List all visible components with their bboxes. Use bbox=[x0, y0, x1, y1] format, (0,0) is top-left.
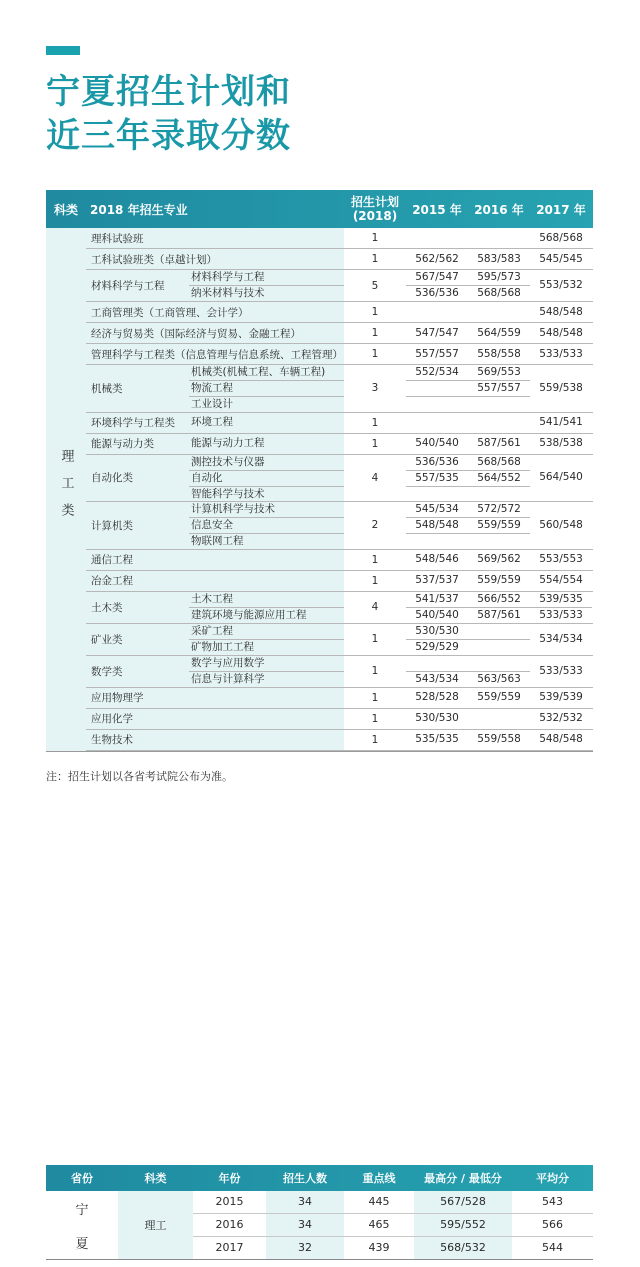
score-value bbox=[406, 397, 468, 412]
summary-category-cell: 理工 bbox=[118, 1191, 193, 1259]
score-value bbox=[406, 305, 468, 320]
major-groups bbox=[86, 228, 593, 751]
sub-major: 能源与动力工程 bbox=[191, 437, 265, 449]
major-group-name: 土木类 bbox=[91, 601, 123, 614]
sub-major-list bbox=[189, 502, 344, 549]
summary-max-min: 595/552 bbox=[414, 1214, 512, 1236]
score-cell-2017 bbox=[530, 624, 592, 655]
score-cell-2017 bbox=[530, 413, 592, 433]
score-cell-2015 bbox=[406, 550, 468, 570]
score-cell-2017 bbox=[530, 592, 592, 623]
score-cell-2016 bbox=[468, 344, 530, 364]
summary-table-body bbox=[46, 1191, 593, 1260]
score-cell-2015 bbox=[406, 323, 468, 343]
header-plan-line1: 招生计划 bbox=[350, 195, 399, 209]
summary-enrollment: 32 bbox=[266, 1237, 344, 1259]
sub-major: 采矿工程 bbox=[189, 624, 344, 640]
major-group-row bbox=[86, 344, 593, 365]
score-value bbox=[468, 640, 530, 655]
score-value bbox=[468, 487, 530, 502]
score-value bbox=[468, 656, 530, 672]
score-value: 558/558 bbox=[477, 347, 521, 360]
summary-header-year: 年份 bbox=[218, 1172, 241, 1185]
major-group-row bbox=[86, 249, 593, 270]
score-value bbox=[406, 381, 468, 397]
summary-header-category: 科类 bbox=[144, 1172, 167, 1185]
score-cell-2015 bbox=[406, 502, 468, 549]
major-group-cell bbox=[86, 434, 344, 454]
score-cell-2016 bbox=[468, 709, 530, 729]
score-cell-2015 bbox=[406, 413, 468, 433]
admission-table-body bbox=[46, 228, 593, 752]
plan-count: 1 bbox=[371, 733, 379, 746]
header-category: 科类 bbox=[53, 202, 78, 217]
major-name: 管理科学与工程类（信息管理与信息系统、工程管理） bbox=[86, 344, 344, 364]
score-cell-2015 bbox=[406, 730, 468, 750]
major-group-name: 矿业类 bbox=[91, 633, 123, 646]
page-title bbox=[46, 70, 291, 158]
plan-count: 1 bbox=[371, 437, 379, 450]
summary-year: 2016 bbox=[215, 1218, 244, 1231]
plan-count: 1 bbox=[371, 306, 379, 318]
title-line-1: 宁夏招生计划和 bbox=[46, 72, 291, 112]
summary-max-min: 568/532 bbox=[414, 1237, 512, 1259]
plan-count: 4 bbox=[371, 471, 379, 484]
score-cell-2016 bbox=[468, 571, 530, 591]
plan-count: 1 bbox=[371, 232, 379, 244]
major-name: 工科试验班类（卓越计划） bbox=[86, 249, 344, 269]
summary-header-max-min: 最高分 / 最低分 bbox=[424, 1172, 502, 1185]
score-cell-2017 bbox=[530, 344, 592, 364]
score-cell-2017 bbox=[530, 302, 592, 322]
score-value: 533/533 bbox=[539, 664, 583, 677]
major-group-row bbox=[86, 709, 593, 730]
score-value: 535/535 bbox=[415, 733, 459, 745]
major-name: 冶金工程 bbox=[86, 571, 344, 591]
summary-enrollment: 34 bbox=[266, 1191, 344, 1213]
plan-count: 5 bbox=[371, 279, 379, 292]
admission-table bbox=[46, 190, 593, 752]
sub-major-list bbox=[189, 455, 344, 502]
score-value: 552/534 bbox=[406, 365, 468, 381]
major-group-cell bbox=[86, 270, 344, 301]
score-cell-2017 bbox=[530, 228, 592, 248]
score-cell-2016 bbox=[468, 270, 530, 301]
score-value: 528/528 bbox=[415, 691, 459, 703]
sub-major: 数学与应用数学 bbox=[189, 656, 344, 672]
score-cell-2015 bbox=[406, 455, 468, 502]
sub-major-list bbox=[189, 270, 344, 301]
major-name: 理科试验班 bbox=[86, 228, 344, 248]
score-value: 564/552 bbox=[468, 471, 530, 487]
sub-major-list bbox=[189, 413, 344, 433]
score-value: 559/538 bbox=[539, 381, 583, 394]
major-name: 通信工程 bbox=[86, 550, 344, 570]
score-cell-2017 bbox=[530, 571, 592, 591]
plan-count: 4 bbox=[371, 601, 379, 613]
score-value: 548/548 bbox=[406, 518, 468, 534]
major-group-name: 环境科学与工程类 bbox=[91, 417, 175, 429]
sub-major-list bbox=[189, 434, 344, 454]
major-name: 应用化学 bbox=[86, 709, 344, 729]
major-group-row bbox=[86, 592, 593, 624]
score-value: 553/532 bbox=[539, 279, 583, 291]
sub-major-list bbox=[189, 365, 344, 412]
major-group-cell bbox=[86, 624, 344, 655]
sub-major-list bbox=[189, 592, 344, 623]
summary-table bbox=[46, 1165, 593, 1260]
score-value: 533/533 bbox=[539, 347, 583, 360]
score-value: 541/537 bbox=[406, 592, 468, 608]
score-value bbox=[468, 624, 530, 640]
score-cell-2017 bbox=[530, 434, 592, 454]
header-2017: 2017 年 bbox=[536, 202, 586, 217]
summary-province-cell bbox=[46, 1191, 118, 1259]
score-cell-2017 bbox=[530, 323, 592, 343]
summary-header-enrollment: 招生人数 bbox=[283, 1172, 327, 1185]
score-value: 547/547 bbox=[415, 326, 459, 339]
plan-count: 1 bbox=[371, 574, 379, 587]
score-value: 587/561 bbox=[477, 608, 521, 621]
score-value: 568/568 bbox=[477, 287, 521, 299]
score-value: 543/534 bbox=[415, 672, 459, 685]
sub-major: 矿物加工工程 bbox=[191, 640, 254, 653]
header-plan-line2: (2018) bbox=[352, 209, 398, 223]
major-group-cell bbox=[86, 592, 344, 623]
score-value bbox=[406, 231, 468, 246]
sub-major: 机械类(机械工程、车辆工程) bbox=[189, 365, 344, 381]
header-2016: 2016 年 bbox=[474, 202, 524, 217]
score-value: 545/545 bbox=[539, 252, 583, 265]
score-cell-2016 bbox=[468, 624, 530, 655]
score-value: 568/568 bbox=[539, 231, 583, 244]
summary-enrollment: 34 bbox=[266, 1214, 344, 1236]
score-value bbox=[468, 534, 530, 549]
plan-count: 1 bbox=[371, 712, 379, 725]
score-value: 553/553 bbox=[539, 553, 583, 565]
sub-major: 物联网工程 bbox=[191, 535, 244, 547]
plan-count: 1 bbox=[371, 691, 379, 704]
major-group-row bbox=[86, 571, 593, 592]
major-group-name: 自动化类 bbox=[91, 472, 133, 485]
score-value: 533/533 bbox=[539, 608, 583, 621]
score-value: 563/563 bbox=[477, 672, 521, 685]
score-cell-2015 bbox=[406, 365, 468, 412]
score-value bbox=[468, 397, 530, 412]
score-value bbox=[468, 305, 530, 320]
score-value: 530/530 bbox=[406, 624, 468, 640]
header-major: 2018 年招生专业 bbox=[90, 202, 188, 217]
summary-year: 2015 bbox=[215, 1195, 244, 1208]
score-cell-2017 bbox=[530, 550, 592, 570]
score-cell-2015 bbox=[406, 302, 468, 322]
summary-header-key-line: 重点线 bbox=[362, 1172, 396, 1185]
score-value: 539/535 bbox=[530, 592, 592, 608]
summary-key-line: 465 bbox=[368, 1218, 390, 1231]
score-value: 540/540 bbox=[415, 608, 459, 621]
summary-row bbox=[193, 1214, 593, 1237]
score-cell-2015 bbox=[406, 592, 468, 623]
summary-average: 566 bbox=[542, 1218, 563, 1231]
score-value: 595/573 bbox=[468, 270, 530, 286]
score-value: 548/548 bbox=[539, 326, 583, 339]
summary-key-line: 445 bbox=[368, 1195, 390, 1208]
score-value: 566/552 bbox=[468, 592, 530, 608]
score-cell-2017 bbox=[530, 656, 592, 687]
score-cell-2016 bbox=[468, 688, 530, 708]
summary-header-average: 平均分 bbox=[536, 1172, 569, 1185]
major-group-row bbox=[86, 730, 593, 751]
major-group-cell bbox=[86, 413, 344, 433]
score-value: 530/530 bbox=[415, 712, 459, 724]
major-group-name: 机械类 bbox=[91, 382, 123, 395]
score-value: 583/583 bbox=[477, 252, 521, 265]
score-cell-2016 bbox=[468, 434, 530, 454]
score-value: 562/562 bbox=[415, 252, 459, 265]
major-group-row bbox=[86, 656, 593, 688]
score-value: 557/557 bbox=[415, 347, 459, 360]
summary-row bbox=[193, 1191, 593, 1214]
score-value: 568/568 bbox=[468, 455, 530, 471]
plan-count: 1 bbox=[371, 327, 379, 339]
summary-province-char-1: 宁 bbox=[75, 1202, 89, 1218]
score-cell-2017 bbox=[530, 502, 592, 549]
major-group-name: 数学类 bbox=[91, 665, 123, 678]
summary-average: 543 bbox=[542, 1195, 563, 1208]
major-group-name: 能源与动力类 bbox=[91, 438, 154, 450]
score-value: 545/534 bbox=[406, 502, 468, 518]
sub-major: 土木工程 bbox=[189, 592, 344, 608]
score-value: 564/559 bbox=[477, 326, 521, 339]
major-group-row bbox=[86, 688, 593, 709]
major-group-row bbox=[86, 434, 593, 455]
score-cell-2016 bbox=[468, 323, 530, 343]
plan-count: 1 bbox=[371, 348, 379, 360]
sub-major: 测控技术与仪器 bbox=[189, 455, 344, 471]
major-name: 应用物理学 bbox=[86, 688, 344, 708]
header-2015: 2015 年 bbox=[412, 202, 462, 217]
score-cell-2015 bbox=[406, 434, 468, 454]
score-value: 564/540 bbox=[539, 471, 583, 484]
summary-header-province: 省份 bbox=[71, 1172, 93, 1185]
major-group-row bbox=[86, 365, 593, 413]
plan-count: 3 bbox=[371, 382, 379, 395]
major-name: 工商管理类（工商管理、会计学） bbox=[86, 302, 344, 322]
score-cell-2016 bbox=[468, 502, 530, 549]
summary-row bbox=[193, 1237, 593, 1259]
score-value: 559/559 bbox=[477, 691, 521, 703]
major-group-row bbox=[86, 228, 593, 249]
score-cell-2015 bbox=[406, 709, 468, 729]
sub-major: 信息安全 bbox=[189, 518, 344, 534]
score-value bbox=[468, 415, 530, 430]
accent-bar bbox=[46, 46, 80, 55]
major-group-cell bbox=[86, 502, 344, 549]
score-cell-2016 bbox=[468, 413, 530, 433]
score-cell-2017 bbox=[530, 365, 592, 412]
score-value: 538/538 bbox=[539, 437, 583, 449]
major-group-cell bbox=[86, 455, 344, 502]
score-value bbox=[468, 231, 530, 246]
summary-max-min: 567/528 bbox=[414, 1191, 512, 1213]
score-value bbox=[406, 487, 468, 502]
score-cell-2016 bbox=[468, 592, 530, 623]
score-cell-2015 bbox=[406, 228, 468, 248]
header-plan bbox=[344, 195, 406, 223]
score-cell-2016 bbox=[468, 302, 530, 322]
score-value: 529/529 bbox=[415, 640, 459, 653]
score-value: 560/548 bbox=[539, 518, 583, 531]
major-group-row bbox=[86, 550, 593, 571]
summary-rows bbox=[193, 1191, 593, 1259]
score-cell-2017 bbox=[530, 455, 592, 502]
score-value: 557/557 bbox=[468, 381, 530, 397]
major-group-row bbox=[86, 302, 593, 323]
major-group-row bbox=[86, 502, 593, 550]
admission-table-header bbox=[46, 190, 593, 228]
plan-count: 1 bbox=[371, 665, 379, 677]
title-line-2: 近三年录取分数 bbox=[46, 116, 291, 156]
major-name: 生物技术 bbox=[86, 730, 344, 750]
score-value: 539/539 bbox=[539, 691, 583, 703]
score-value: 569/553 bbox=[468, 365, 530, 381]
category-label: 理工类 bbox=[58, 448, 74, 530]
score-cell-2017 bbox=[530, 249, 592, 269]
sub-major: 信息与计算科学 bbox=[191, 672, 265, 685]
score-value: 532/532 bbox=[539, 712, 583, 724]
score-value: 557/535 bbox=[406, 471, 468, 487]
sub-major-list bbox=[189, 624, 344, 655]
major-group-name: 材料科学与工程 bbox=[91, 280, 165, 292]
major-group-row bbox=[86, 624, 593, 656]
major-group-cell bbox=[86, 365, 344, 412]
score-cell-2015 bbox=[406, 344, 468, 364]
score-value: 559/558 bbox=[477, 733, 521, 745]
score-value: 534/534 bbox=[539, 632, 583, 645]
major-group-name: 计算机类 bbox=[91, 519, 133, 532]
plan-count: 1 bbox=[371, 633, 379, 645]
footnote: 注：招生计划以各省考试院公布为准。 bbox=[46, 770, 233, 783]
score-cell-2017 bbox=[530, 709, 592, 729]
major-group-row bbox=[86, 323, 593, 344]
score-value: 559/559 bbox=[468, 518, 530, 534]
plan-count: 1 bbox=[371, 553, 379, 566]
sub-major: 建筑环境与能源应用工程 bbox=[191, 608, 307, 621]
score-value: 567/547 bbox=[406, 270, 468, 286]
score-value: 541/541 bbox=[539, 416, 583, 428]
sub-major: 材料科学与工程 bbox=[189, 270, 344, 286]
score-cell-2016 bbox=[468, 550, 530, 570]
summary-key-line: 439 bbox=[368, 1241, 390, 1254]
score-cell-2015 bbox=[406, 249, 468, 269]
score-value: 537/537 bbox=[415, 574, 459, 586]
score-cell-2015 bbox=[406, 624, 468, 655]
sub-major-list bbox=[189, 656, 344, 687]
score-cell-2016 bbox=[468, 656, 530, 687]
major-name: 经济与贸易类（国际经济与贸易、金融工程） bbox=[86, 323, 344, 343]
score-value: 572/572 bbox=[468, 502, 530, 518]
major-group-row bbox=[86, 270, 593, 302]
score-value bbox=[468, 711, 530, 726]
score-cell-2015 bbox=[406, 270, 468, 301]
score-value: 559/559 bbox=[477, 574, 521, 586]
score-cell-2017 bbox=[530, 688, 592, 708]
sub-major: 自动化 bbox=[189, 471, 344, 487]
sub-major: 智能科学与技术 bbox=[191, 487, 265, 500]
score-value bbox=[406, 534, 468, 549]
sub-major: 纳米材料与技术 bbox=[191, 287, 265, 299]
sub-major: 环境工程 bbox=[191, 416, 233, 428]
score-cell-2015 bbox=[406, 688, 468, 708]
score-cell-2016 bbox=[468, 249, 530, 269]
score-cell-2016 bbox=[468, 455, 530, 502]
sub-major: 工业设计 bbox=[191, 398, 233, 410]
score-value: 548/548 bbox=[539, 733, 583, 745]
score-value bbox=[406, 415, 468, 430]
score-cell-2015 bbox=[406, 656, 468, 687]
score-value bbox=[406, 656, 468, 672]
category-cell bbox=[46, 228, 86, 751]
score-cell-2016 bbox=[468, 365, 530, 412]
summary-year: 2017 bbox=[215, 1241, 244, 1254]
score-cell-2017 bbox=[530, 270, 592, 301]
summary-table-header bbox=[46, 1165, 593, 1191]
major-group-cell bbox=[86, 656, 344, 687]
major-group-row bbox=[86, 455, 593, 503]
sub-major: 计算机科学与技术 bbox=[189, 502, 344, 518]
score-value: 554/554 bbox=[539, 574, 583, 586]
score-value: 536/536 bbox=[406, 455, 468, 471]
score-value: 587/561 bbox=[477, 437, 521, 449]
score-cell-2017 bbox=[530, 730, 592, 750]
score-value: 548/546 bbox=[415, 553, 459, 565]
major-group-row bbox=[86, 413, 593, 434]
score-cell-2016 bbox=[468, 228, 530, 248]
score-cell-2015 bbox=[406, 571, 468, 591]
score-value: 536/536 bbox=[415, 287, 459, 299]
score-value: 548/548 bbox=[539, 305, 583, 318]
sub-major: 物流工程 bbox=[189, 381, 344, 397]
score-value: 569/562 bbox=[477, 553, 521, 565]
score-cell-2016 bbox=[468, 730, 530, 750]
plan-count: 1 bbox=[371, 253, 379, 265]
plan-count: 2 bbox=[371, 519, 379, 532]
summary-province-char-2: 夏 bbox=[75, 1236, 89, 1252]
plan-count: 1 bbox=[371, 416, 379, 429]
score-value: 540/540 bbox=[415, 437, 459, 449]
summary-average: 544 bbox=[542, 1241, 563, 1254]
